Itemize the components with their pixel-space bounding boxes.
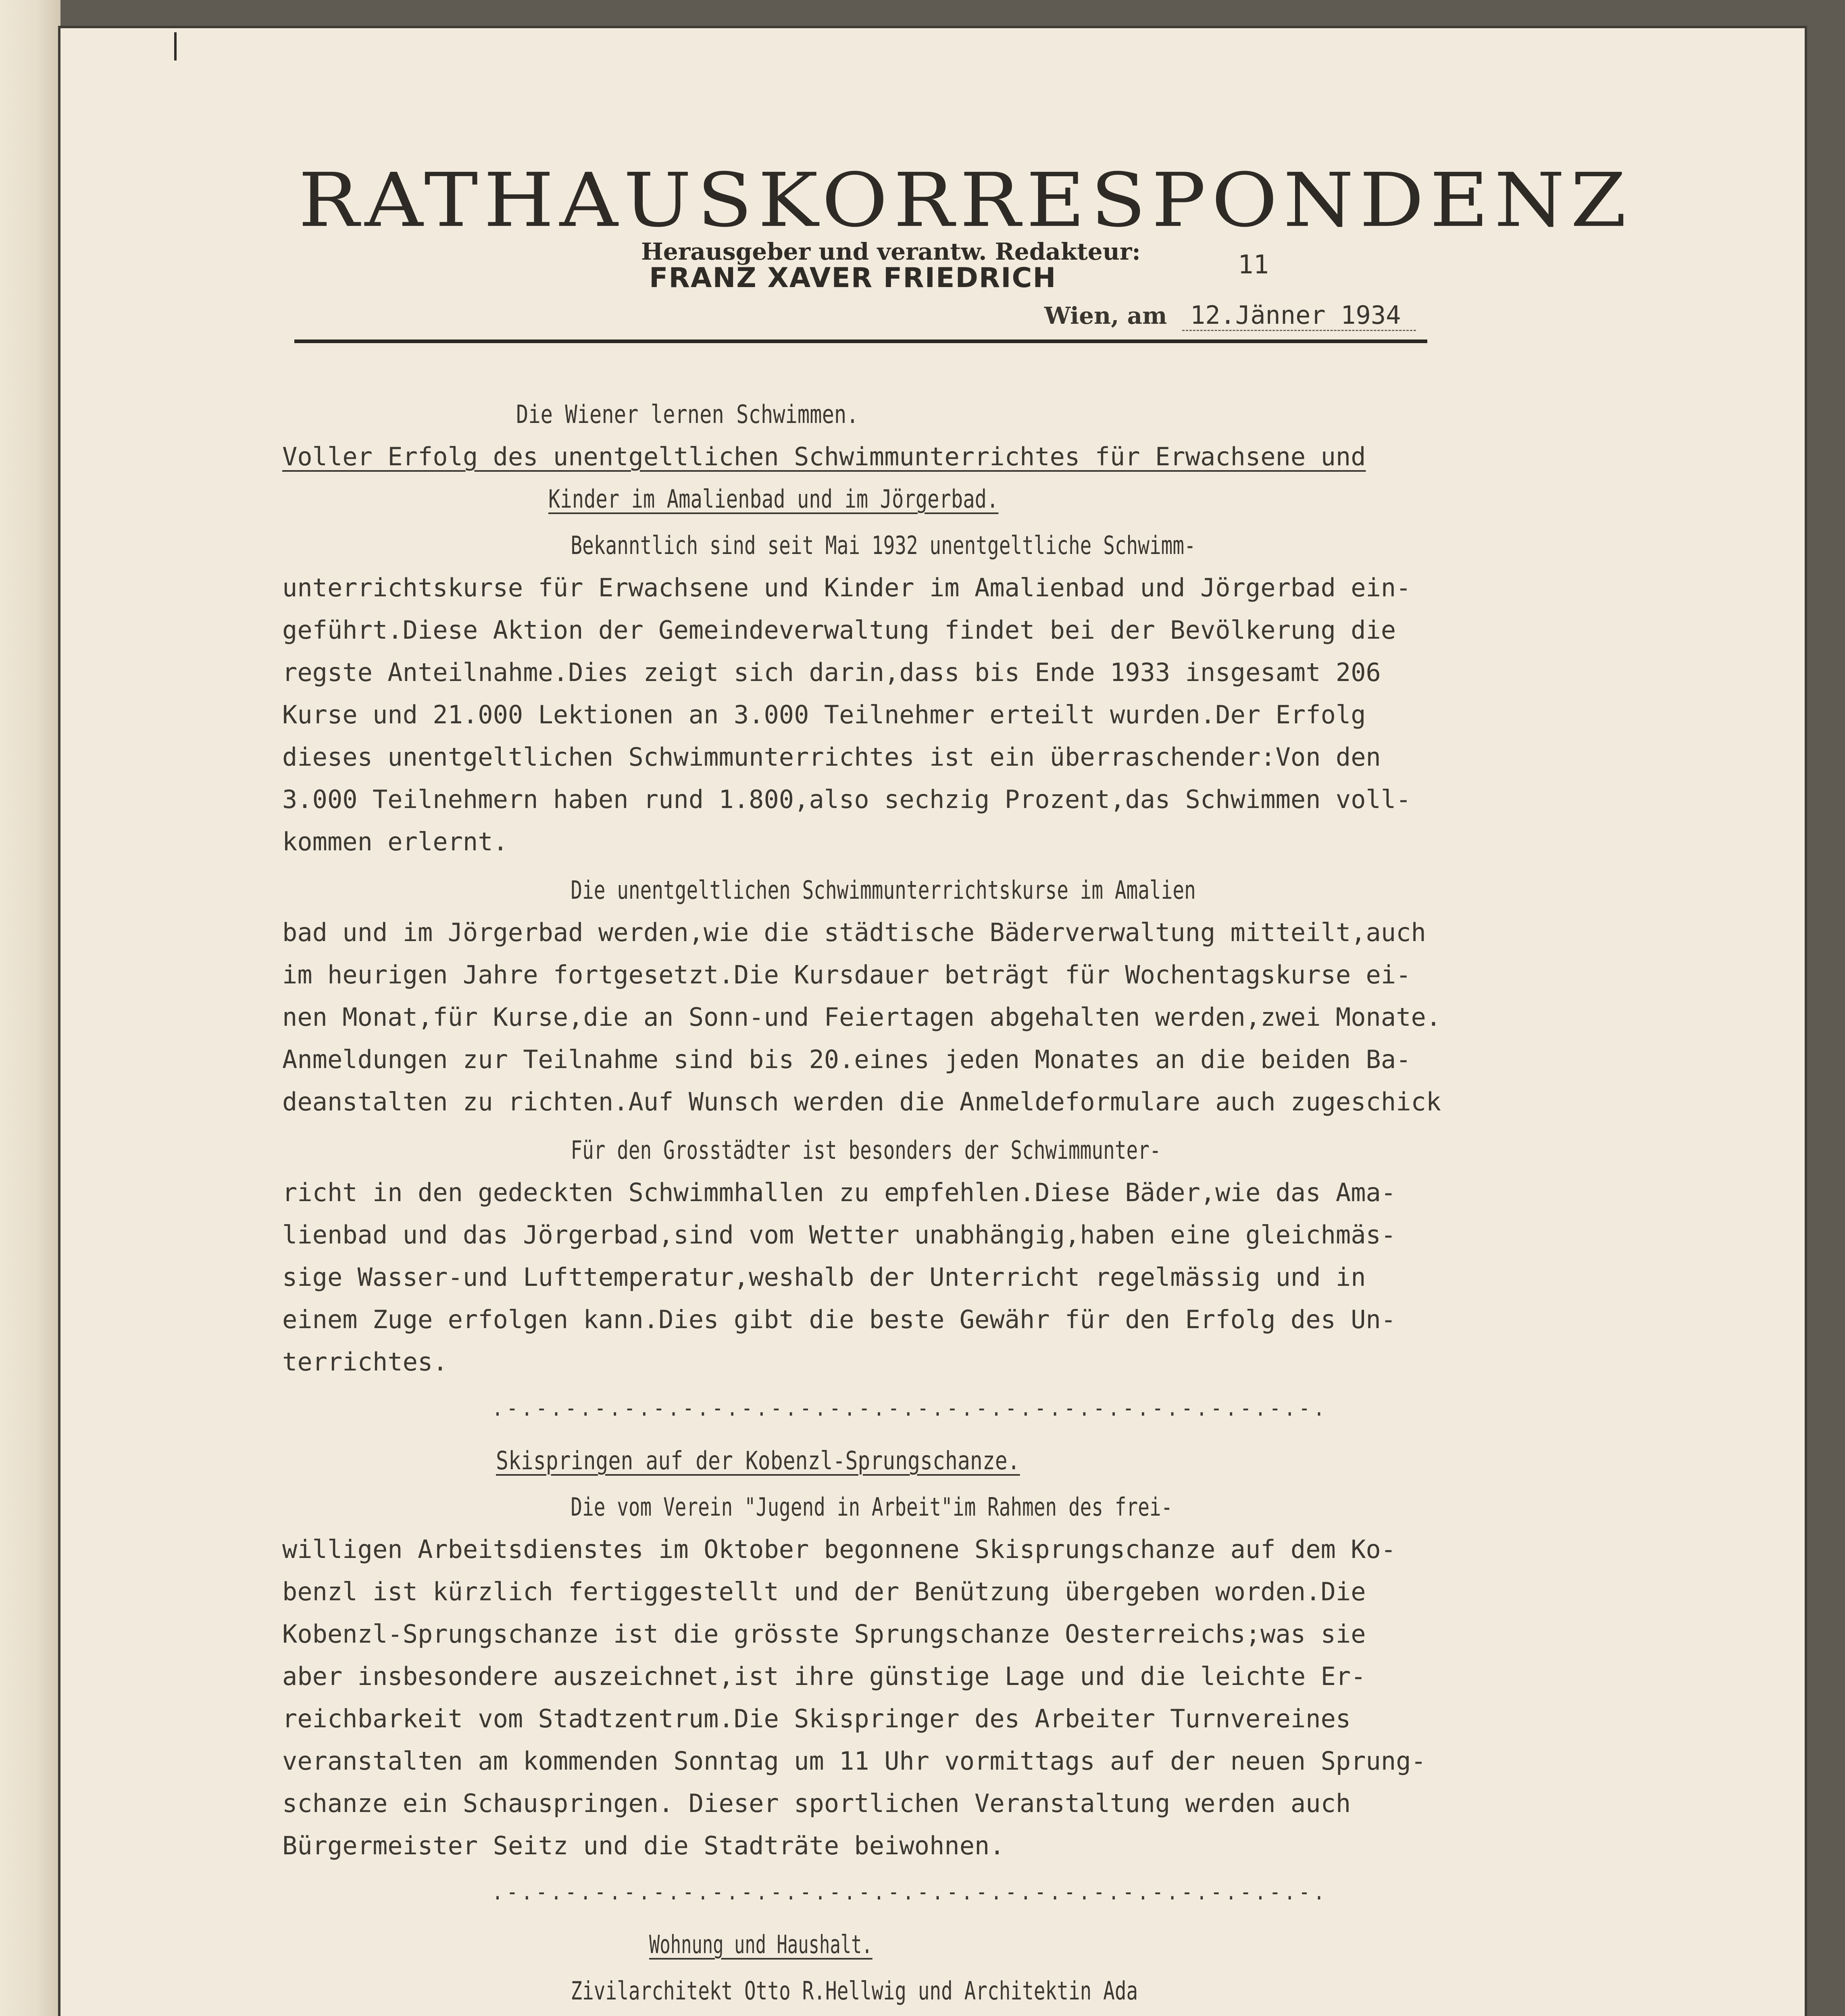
article-text-line: 3.000 Teilnehmern haben rund 1.800,also sechzig Prozent,das Schwimmen voll- [282, 785, 1411, 814]
header-rule [294, 339, 1427, 343]
article-text-line: veranstalten am kommenden Sonntag um 11 Uhr vormittags auf der neuen Sprung- [282, 1746, 1426, 1776]
article-text-line: Bekanntlich sind seit Mai 1932 unentgeltliche Schwimm- [571, 531, 1196, 560]
article-heading-line: Voller Erfolg des unentgeltlichen Schwimmunterrichtes für Erwachsene und [282, 442, 1366, 471]
article-text-line: aber insbesondere auszeichnet,ist ihre günstige Lage und die leichte Er- [282, 1662, 1366, 1691]
article-text-line: einem Zuge erfolgen kann.Dies gibt die beste Gewähr für den Erfolg des Un- [282, 1305, 1396, 1334]
previous-page-edge [0, 0, 60, 2016]
article-text-line: Die unentgeltlichen Schwimmunterrichtskurse im Amalien [571, 875, 1196, 905]
article-text-line: terrichtes. [282, 1347, 448, 1377]
article-text-line: schanze ein Schauspringen. Dieser sportlichen Veranstaltung werden auch [282, 1789, 1351, 1818]
article-text-line: geführt.Diese Aktion der Gemeindeverwaltung findet bei der Bevölkerung die [282, 615, 1396, 645]
article-text-line: Anmeldungen zur Teilnahme sind bis 20.eines jeden Monates an die beiden Ba- [282, 1045, 1411, 1074]
article-text-line: willigen Arbeitsdienstes im Oktober begonnene Skisprungschanze auf dem Ko- [282, 1535, 1396, 1564]
publisher-name: FRANZ XAVER FRIEDRICH [649, 262, 1057, 294]
article-text-line: Kobenzl-Sprungschanze ist die grösste Sprungschanze Oesterreichs;was sie [282, 1619, 1366, 1649]
article-heading-line: Skispringen auf der Kobenzl-Sprungschanze. [496, 1446, 1020, 1475]
section-separator: .-.-.-.-.-.-.-.-.-.-.-.-.-.-.-.-.-.-.-.-.-.-.-.-.-.-.-.-. [492, 1879, 1328, 1905]
article-text-line: deanstalten zu richten.Auf Wunsch werden die Anmeldeformulare auch zugeschick [282, 1087, 1441, 1116]
article-text-line: regste Anteilnahme.Dies zeigt sich darin,dass bis Ende 1933 insgesamt 206 [282, 658, 1381, 687]
ink-mark-top [174, 32, 177, 60]
article-text-line: benzl ist kürzlich fertiggestellt und der Benützung übergeben worden.Die [282, 1577, 1366, 1606]
article-text-line: bad und im Jörgerbad werden,wie die städtische Bäderverwaltung mitteilt,auch [282, 918, 1426, 947]
article-heading-line: Kinder im Amalienbad und im Jörgerbad. [548, 484, 999, 514]
dateline-place: Wien, am [1044, 302, 1167, 329]
article-text-line: sige Wasser-und Lufttemperatur,weshalb der Unterricht regelmässig und in [282, 1262, 1366, 1292]
article-text-line: lienbad und das Jörgerbad,sind vom Wetter unabhängig,haben eine gleichmäs- [282, 1220, 1396, 1250]
article-text-line: im heurigen Jahre fortgesetzt.Die Kursdauer beträgt für Wochentagskurse ei- [282, 960, 1411, 989]
article-heading-line: Die Wiener lernen Schwimmen. [516, 400, 859, 429]
article-text-line: Kurse und 21.000 Lektionen an 3.000 Teilnehmer erteilt wurden.Der Erfolg [282, 700, 1366, 729]
article-text-line: Die vom Verein "Jugend in Arbeit"im Rahmen des frei- [571, 1492, 1173, 1522]
publisher-label: Herausgeber und verantw. Redakteur: [641, 238, 1141, 265]
article-text-line: Für den Grosstädter ist besonders der Schwimmunter- [571, 1135, 1161, 1165]
article-text-line: kommen erlernt. [282, 827, 508, 856]
dateline [1044, 300, 1427, 331]
article-text-line: Zivilarchitekt Otto R.Hellwig und Architektin Ada [571, 1976, 1138, 2006]
article-text-line: richt in den gedeckten Schwimmhallen zu empfehlen.Diese Bäder,wie das Ama- [282, 1178, 1396, 1207]
article-text-line: reichbarkeit vom Stadtzentrum.Die Skispringer des Arbeiter Turnvereines [282, 1704, 1351, 1733]
article-heading-line: Wohnung und Haushalt. [649, 1930, 873, 1959]
article-text-line [282, 2012, 1532, 2016]
masthead-title: RATHAUSKORRESPONDENZ [298, 157, 1632, 244]
article-text-line: nen Monat,für Kurse,die an Sonn-und Feiertagen abgehalten werden,zwei Monate. [282, 1002, 1441, 1032]
article-text-line: unterrichtskurse für Erwachsene und Kinder im Amalienbad und Jörgerbad ein- [282, 573, 1411, 602]
page-number: 11 [1238, 250, 1269, 280]
article-text-line: Bürgermeister Seitz und die Stadträte beiwohnen. [282, 1831, 1005, 1860]
dateline-date: 12.Jänner 1934 [1182, 300, 1416, 331]
section-separator: .-.-.-.-.-.-.-.-.-.-.-.-.-.-.-.-.-.-.-.-.-.-.-.-.-.-.-.-. [492, 1395, 1328, 1421]
article-text-line: dieses unentgeltlichen Schwimmunterrichtes ist ein überraschender:Von den [282, 742, 1381, 772]
